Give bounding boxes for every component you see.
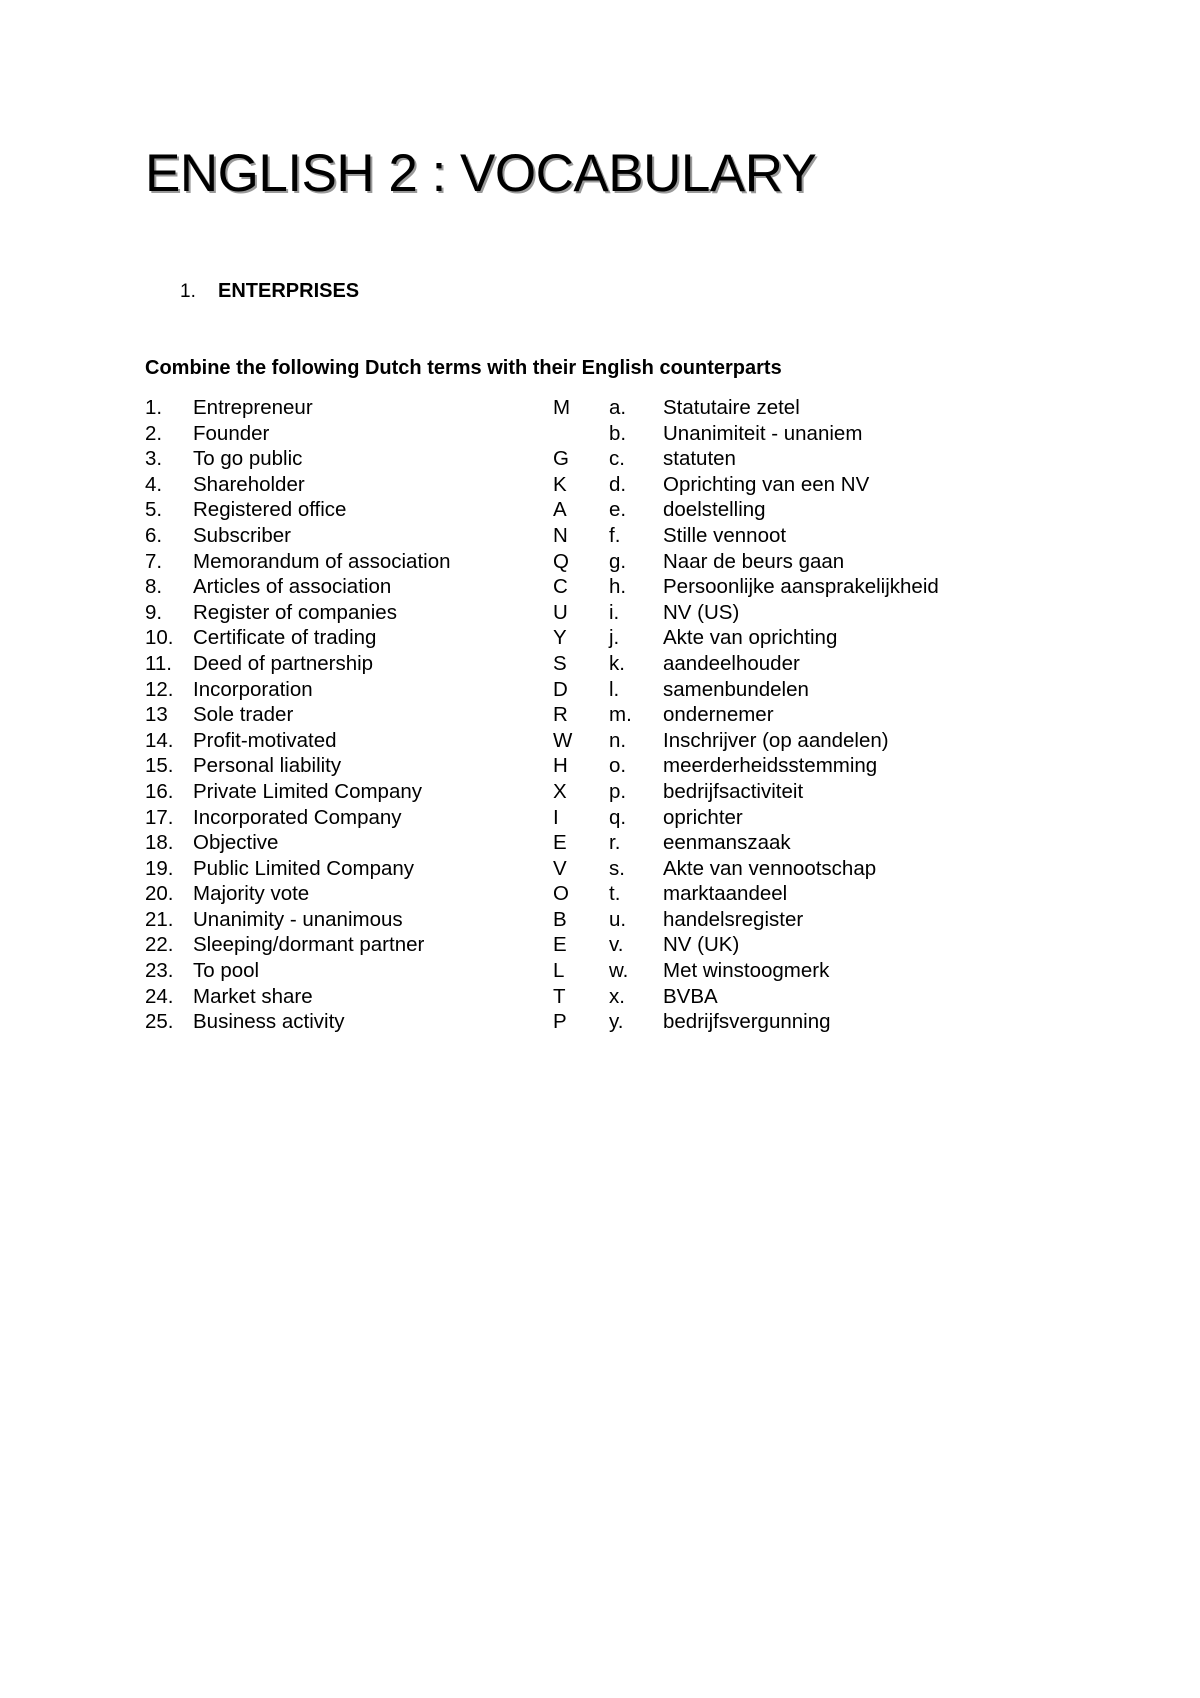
answer-letter: P	[553, 1010, 567, 1034]
vocab-row	[145, 472, 983, 498]
answer-letter: H	[553, 754, 568, 778]
dutch-term: NV (US)	[663, 600, 740, 624]
item-number: 12.	[145, 677, 174, 701]
vocab-row	[145, 907, 983, 933]
section-label: ENTERPRISES	[218, 280, 360, 302]
english-term: To go public	[193, 447, 303, 471]
english-term: Objective	[193, 831, 279, 855]
option-letter: d.	[609, 472, 627, 496]
dutch-term: bedrijfsvergunning	[663, 1010, 831, 1034]
dutch-term: Unanimiteit - unaniem	[663, 421, 863, 445]
vocab-row	[145, 932, 983, 958]
option-letter: l.	[609, 677, 620, 701]
dutch-term: Statutaire zetel	[663, 396, 800, 419]
vocab-row	[145, 779, 983, 805]
vocab-row	[145, 651, 983, 677]
vocab-row	[145, 446, 983, 472]
dutch-term: Akte van oprichting	[663, 626, 838, 650]
answer-letter: V	[553, 856, 567, 880]
dutch-term: oprichter	[663, 805, 743, 829]
item-number: 9.	[145, 600, 163, 624]
dutch-term: statuten	[663, 447, 736, 471]
item-number: 25.	[145, 1010, 174, 1034]
answer-letter: Q	[553, 549, 569, 573]
item-number: 13	[145, 703, 168, 727]
english-term: Incorporated Company	[193, 805, 402, 829]
option-letter: u.	[609, 907, 627, 931]
item-number: 5.	[145, 498, 163, 522]
item-number: 4.	[145, 472, 163, 496]
item-number: 16.	[145, 779, 174, 803]
option-letter: f.	[609, 523, 621, 547]
dutch-term: marktaandeel	[663, 882, 788, 906]
item-number: 1.	[145, 396, 163, 419]
english-term: Sole trader	[193, 703, 294, 727]
vocab-row	[145, 702, 983, 728]
item-number: 22.	[145, 933, 174, 957]
answer-letter: I	[553, 805, 559, 829]
dutch-term: Stille vennoot	[663, 523, 787, 547]
answer-letter: U	[553, 600, 568, 624]
option-letter: a.	[609, 396, 627, 419]
item-number: 8.	[145, 575, 163, 599]
item-number: 11.	[145, 651, 172, 675]
english-term: Register of companies	[193, 600, 397, 624]
dutch-term: Met winstoogmerk	[663, 959, 830, 983]
item-number: 6.	[145, 523, 163, 547]
option-letter: n.	[609, 728, 627, 752]
english-term: To pool	[193, 959, 260, 983]
english-term: Sleeping/dormant partner	[193, 933, 425, 957]
english-term: Incorporation	[193, 677, 313, 701]
item-number: 3.	[145, 447, 163, 471]
option-letter: i.	[609, 600, 620, 624]
vocab-row	[145, 805, 983, 831]
item-number: 23.	[145, 959, 174, 983]
answer-letter: W	[553, 728, 573, 752]
dutch-term: eenmanszaak	[663, 831, 791, 855]
dutch-term: Inschrijver (op aandelen)	[663, 728, 889, 752]
english-term: Public Limited Company	[193, 856, 415, 880]
vocab-row	[145, 881, 983, 907]
english-term: Private Limited Company	[193, 779, 423, 803]
answer-letter: T	[553, 984, 566, 1008]
dutch-term: doelstelling	[663, 498, 766, 522]
item-number: 20.	[145, 882, 174, 906]
option-letter: g.	[609, 549, 627, 573]
vocab-row	[145, 1009, 983, 1035]
dutch-term: meerderheidsstemming	[663, 754, 878, 778]
english-term: Unanimity - unanimous	[193, 907, 403, 931]
option-letter: y.	[609, 1010, 624, 1034]
answer-letter: O	[553, 882, 569, 906]
answer-letter: N	[553, 523, 568, 547]
option-letter: j.	[609, 626, 620, 650]
section-heading	[180, 280, 359, 303]
vocab-row	[145, 677, 983, 703]
item-number: 19.	[145, 856, 174, 880]
option-letter: e.	[609, 498, 627, 522]
vocab-row	[145, 549, 983, 575]
vocab-row	[145, 574, 983, 600]
option-letter: w.	[609, 959, 629, 983]
answer-letter: A	[553, 498, 567, 522]
exercise-instruction: Combine the following Dutch terms with their English counterparts	[145, 357, 782, 379]
english-term: Majority vote	[193, 882, 310, 906]
option-letter: q.	[609, 805, 627, 829]
vocab-row	[145, 958, 983, 984]
dutch-term: aandeelhouder	[663, 651, 800, 675]
vocab-row	[145, 625, 983, 651]
answer-letter	[553, 421, 609, 447]
english-term: Registered office	[193, 498, 347, 522]
english-term: Subscriber	[193, 523, 291, 547]
english-term: Shareholder	[193, 472, 305, 496]
vocab-row	[145, 830, 983, 856]
answer-letter: S	[553, 651, 567, 675]
english-term: Business activity	[193, 1010, 345, 1034]
vocabulary-table-body	[145, 395, 983, 1035]
english-term: Profit-motivated	[193, 728, 337, 752]
item-number: 18.	[145, 831, 174, 855]
english-term: Founder	[193, 421, 270, 445]
option-letter: b.	[609, 421, 627, 445]
answer-letter: C	[553, 575, 568, 599]
dutch-term: bedrijfsactiviteit	[663, 779, 804, 803]
english-term: Entrepreneur	[193, 396, 313, 419]
item-number: 15.	[145, 754, 174, 778]
dutch-term: BVBA	[663, 984, 718, 1008]
option-letter: h.	[609, 575, 627, 599]
section-number: 1.	[180, 281, 196, 302]
answer-letter: G	[553, 447, 569, 471]
page-title: ENGLISH 2 : VOCABULARY	[145, 144, 817, 203]
answer-letter: Y	[553, 626, 567, 650]
vocab-row	[145, 600, 983, 626]
english-term: Personal liability	[193, 754, 342, 778]
answer-letter: B	[553, 907, 567, 931]
vocab-row	[145, 421, 983, 447]
item-number: 7.	[145, 549, 163, 573]
answer-letter: X	[553, 779, 567, 803]
vocab-row	[145, 856, 983, 882]
option-letter: s.	[609, 856, 625, 880]
english-term: Memorandum of association	[193, 549, 451, 573]
option-letter: t.	[609, 882, 621, 906]
dutch-term: ondernemer	[663, 703, 774, 727]
item-number: 10.	[145, 626, 174, 650]
dutch-term: Naar de beurs gaan	[663, 549, 845, 573]
dutch-term: handelsregister	[663, 907, 804, 931]
option-letter: p.	[609, 779, 627, 803]
dutch-term: Persoonlijke aansprakelijkheid	[663, 575, 939, 599]
vocab-row	[145, 753, 983, 779]
vocab-row	[145, 984, 983, 1010]
option-letter: v.	[609, 933, 624, 957]
vocabulary-table	[145, 395, 983, 1035]
item-number: 24.	[145, 984, 174, 1008]
dutch-term: Akte van vennootschap	[663, 856, 877, 880]
answer-letter: E	[553, 831, 567, 855]
answer-letter: L	[553, 959, 565, 983]
option-letter: m.	[609, 703, 632, 727]
english-term: Certificate of trading	[193, 626, 377, 650]
option-letter: r.	[609, 831, 621, 855]
answer-letter: D	[553, 677, 568, 701]
vocab-row	[145, 497, 983, 523]
english-term: Articles of association	[193, 575, 392, 599]
vocab-row	[145, 395, 983, 421]
answer-letter: E	[553, 933, 567, 957]
item-number: 21.	[145, 907, 174, 931]
dutch-term: NV (UK)	[663, 933, 740, 957]
english-term: Deed of partnership	[193, 651, 374, 675]
vocab-row	[145, 728, 983, 754]
english-term: Market share	[193, 984, 313, 1008]
option-letter: o.	[609, 754, 627, 778]
item-number: 2.	[145, 421, 163, 445]
answer-letter: M	[553, 396, 571, 419]
answer-letter: R	[553, 703, 568, 727]
dutch-term: Oprichting van een NV	[663, 472, 870, 496]
item-number: 14.	[145, 728, 174, 752]
option-letter: c.	[609, 447, 625, 471]
dutch-term: samenbundelen	[663, 677, 809, 701]
option-letter: x.	[609, 984, 625, 1008]
vocab-row	[145, 523, 983, 549]
option-letter: k.	[609, 651, 625, 675]
answer-letter: K	[553, 472, 567, 496]
item-number: 17.	[145, 805, 174, 829]
